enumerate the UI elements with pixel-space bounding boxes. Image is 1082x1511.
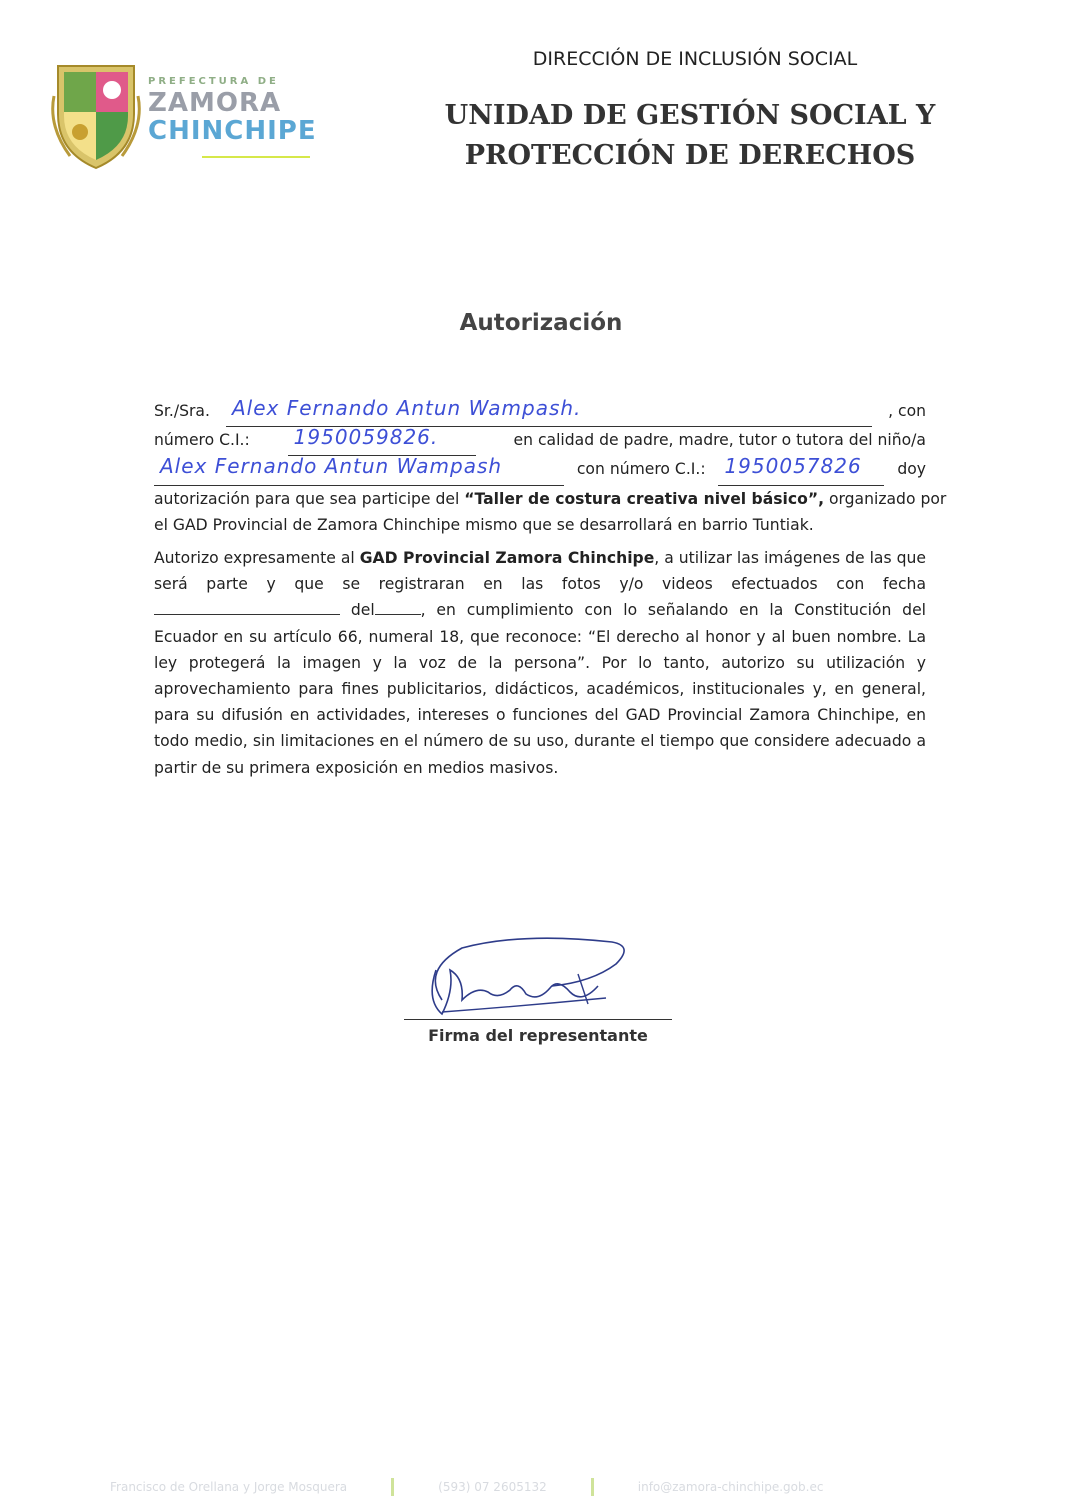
child-ci-field (718, 456, 884, 485)
line-ci (154, 427, 926, 456)
authorization-paragraph (154, 396, 947, 538)
footer-address: Francisco de Orellana y Jorge Mosquera (110, 1480, 348, 1494)
guardian-ci-handwritten: 1950059826. (293, 425, 439, 450)
unit-heading-line1: UNIDAD DE GESTIÓN SOCIAL Y (444, 100, 936, 131)
rights-pre: Autorizo expresamente al (154, 549, 360, 567)
workshop-post: organizado por (824, 489, 947, 508)
logo-chinchipe: CHINCHIPE (148, 116, 317, 146)
line-name (154, 398, 926, 427)
guardian-name-handwritten: Alex Fernando Antun Wampash. (232, 396, 582, 420)
signature-label: Firma del representante (428, 1026, 648, 1045)
doy-text: doy (897, 460, 926, 479)
logo-underline (202, 156, 310, 158)
calidad-text: en calidad de padre, madre, tutor o tutora del niño/a (513, 431, 926, 450)
guardian-name-field (226, 398, 872, 427)
line-workshop (154, 486, 947, 512)
sr-label: Sr./Sra. (154, 402, 210, 420)
year-blank (375, 614, 421, 615)
footer-separator (391, 1478, 394, 1496)
workshop-line (154, 486, 946, 512)
department-heading: DIRECCIÓN DE INCLUSIÓN SOCIAL (532, 48, 858, 70)
logo-zamora: ZAMORA (148, 88, 282, 118)
rights-del: del (350, 601, 375, 620)
coat-of-arms-icon (50, 56, 142, 174)
date-blank (154, 614, 340, 615)
document-title: Autorización (459, 310, 623, 336)
unit-heading-line2: PROTECCIÓN DE DERECHOS (464, 140, 916, 171)
footer-separator (591, 1478, 594, 1496)
ci-label: número C.I.: (154, 431, 250, 450)
workshop-name: “Taller de costura creativa nivel básico”, (464, 489, 825, 508)
footer-email: info@zamora-chinchipe.gob.ec (637, 1480, 824, 1494)
footer-phone: (593) 07 2605132 (438, 1480, 547, 1494)
child-ci-label: con número C.I.: (576, 460, 706, 479)
footer (110, 1478, 930, 1496)
con-text: , con (888, 402, 926, 420)
rights-text2: , en cumplimiento con lo señalando en la Constitución del Ecuador en su artículo 66, numeral 18, que reconoce: “El derecho al honor y al buen nombre. La ley protegerá la imagen y la voz de la persona”. Por lo tanto, autorizo su utilización y aprovechamiento para fines publicitarios, didácticos, académicos, institucionales y, en general, para su difusión en actividades, intereses o funciones del GAD Provincial Zamora Chinchipe, en todo medio, sin limitaciones en el número de su uso, durante el tiempo que considere adecuado a partir de su primera exposición en medios masivos. (154, 601, 926, 777)
child-ci-handwritten: 1950057826 (724, 454, 862, 479)
unit-heading (430, 96, 950, 176)
line-location (154, 512, 926, 538)
rights-gad: GAD Provincial Zamora Chinchipe (359, 549, 655, 567)
child-name-field (154, 456, 564, 485)
workshop-pre: autorización para que sea participe del (154, 489, 465, 508)
logo-prefix: PREFECTURA DE (148, 76, 279, 87)
prefectura-logo (50, 56, 320, 176)
signature-line (404, 1019, 672, 1020)
rights-text1: , a utilizar las imágenes de las que será parte y que se registraran en las fotos y/o videos efectuados con fecha (154, 549, 926, 594)
line-child (154, 456, 926, 485)
handwritten-signature (402, 930, 674, 1022)
child-name-handwritten: Alex Fernando Antun Wampash (160, 454, 503, 479)
image-rights-paragraph (154, 545, 926, 781)
location-text: el GAD Provincial de Zamora Chinchipe mismo que se desarrollará en barrio Tuntiak. (154, 515, 814, 534)
guardian-ci-field (288, 427, 476, 456)
